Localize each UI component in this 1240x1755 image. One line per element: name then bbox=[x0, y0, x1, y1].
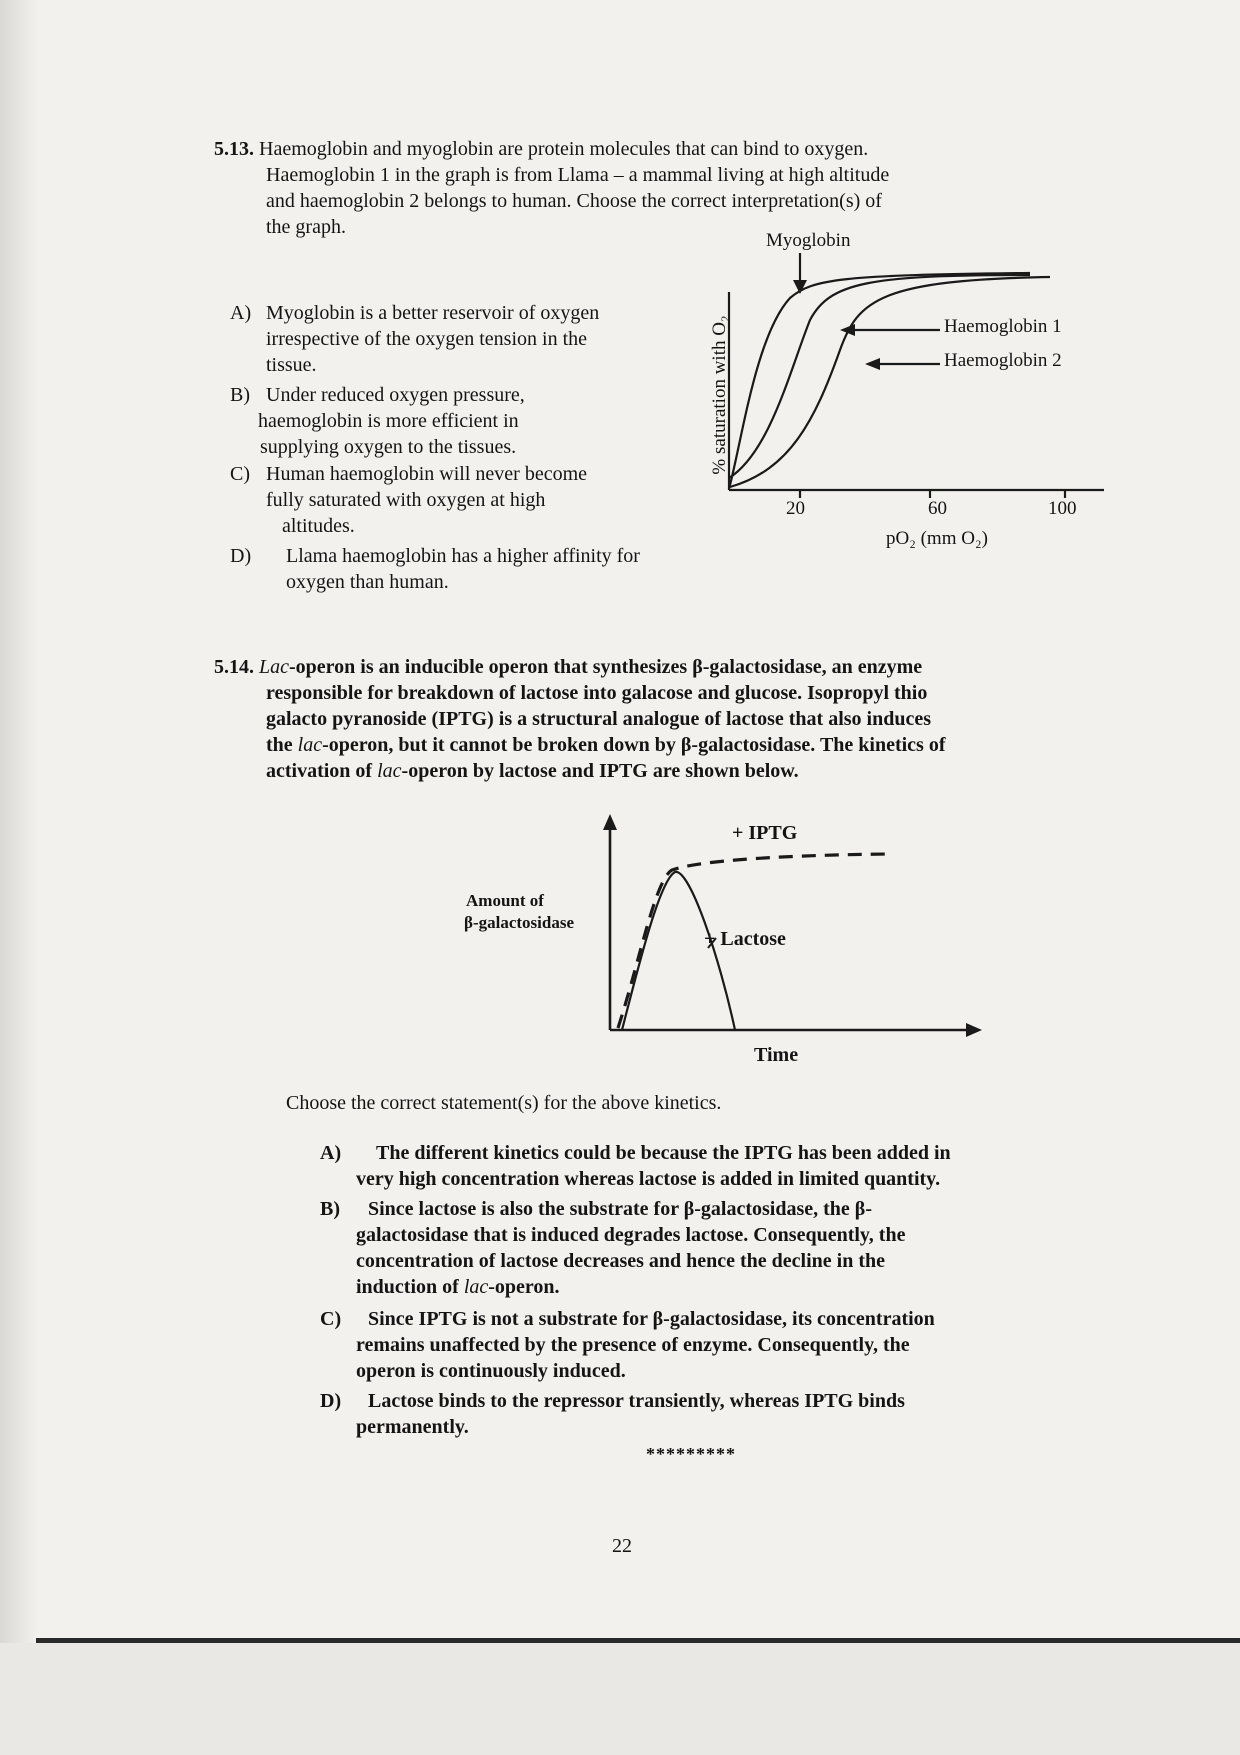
option-letter: B) bbox=[320, 1198, 340, 1220]
option-line: very high concentration whereas lactose is added in limited quantity. bbox=[356, 1168, 941, 1190]
italic-term: lac bbox=[463, 1276, 489, 1298]
myoglobin-curve bbox=[729, 273, 1030, 489]
stem-fragment: the bbox=[266, 734, 298, 756]
option-line: haemoglobin is more efficient in bbox=[258, 410, 519, 432]
x-tick-20: 20 bbox=[786, 498, 805, 519]
option-line: Since IPTG is not a substrate for β-galactosidase, its concentration bbox=[368, 1308, 935, 1330]
option-line: altitudes. bbox=[282, 515, 355, 537]
stem-line: the graph. bbox=[266, 216, 346, 238]
x-axis-arrowhead bbox=[966, 1023, 982, 1037]
option-letter: D) bbox=[230, 545, 252, 567]
section-end-stars: ********* bbox=[646, 1444, 736, 1464]
option-letter: C) bbox=[320, 1308, 342, 1330]
italic-term: lac bbox=[297, 734, 323, 756]
stem-line: Haemoglobin 1 in the graph is from Llama – a mammal living at high altitude bbox=[266, 164, 890, 186]
italic-term: Lac bbox=[259, 656, 289, 678]
option-line: The different kinetics could be because the IPTG has been added in bbox=[376, 1142, 951, 1164]
stem-line: and haemoglobin 2 belongs to human. Choose the correct interpretation(s) of bbox=[266, 190, 882, 212]
stem-line: responsible for breakdown of lactose into galacose and glucose. Isopropyl thio bbox=[266, 682, 928, 704]
option-line: Human haemoglobin will never become bbox=[266, 463, 588, 485]
option-fragment: induction of bbox=[356, 1276, 464, 1298]
option-line: Llama haemoglobin has a higher affinity for bbox=[286, 545, 640, 567]
option-line: irrespective of the oxygen tension in the bbox=[266, 328, 588, 350]
haemoglobin-2-curve bbox=[730, 277, 1050, 487]
question-5-14-stem bbox=[214, 654, 946, 784]
page-edge-shadow bbox=[0, 0, 38, 1755]
stem-line: -operon is an inducible operon that synthesizes β-galactosidase, an enzyme bbox=[289, 656, 923, 678]
option-line: concentration of lactose decreases and hence the decline in the bbox=[356, 1250, 885, 1272]
y-axis-arrowhead bbox=[603, 814, 617, 830]
option-letter: B) bbox=[230, 384, 250, 406]
option-line: operon is continuously induced. bbox=[356, 1360, 626, 1382]
stem-line: Haemoglobin and myoglobin are protein molecules that can bind to oxygen. bbox=[259, 138, 869, 160]
myoglobin-label: Myoglobin bbox=[766, 230, 851, 251]
page-number: 22 bbox=[612, 1535, 632, 1557]
stem-fragment: -operon, but it cannot be broken down by β-galactosidase. The kinetics of bbox=[322, 734, 946, 756]
stem-fragment: activation of bbox=[266, 760, 378, 782]
y-axis-label-kinetics bbox=[464, 890, 574, 934]
stem-fragment: -operon by lactose and IPTG are shown below. bbox=[401, 760, 799, 782]
haemoglobin-1-arrowhead bbox=[840, 324, 855, 336]
italic-term: lac bbox=[377, 760, 402, 782]
option-letter: A) bbox=[230, 302, 252, 324]
option-line: fully saturated with oxygen at high bbox=[266, 489, 546, 511]
haemoglobin-1-curve bbox=[729, 275, 1030, 478]
haemoglobin-2-label: Haemoglobin 2 bbox=[944, 350, 1062, 371]
option-line: tissue. bbox=[266, 354, 317, 376]
x-tick-60: 60 bbox=[928, 498, 947, 519]
haemoglobin-2-arrowhead bbox=[865, 358, 880, 370]
option-line: galactosidase that is induced degrades lactose. Consequently, the bbox=[356, 1224, 906, 1246]
option-fragment: -operon. bbox=[488, 1276, 560, 1298]
question-number: 5.14. bbox=[214, 656, 254, 678]
haemoglobin-1-label: Haemoglobin 1 bbox=[944, 316, 1062, 337]
option-letter: C) bbox=[230, 463, 250, 485]
iptg-label: + IPTG bbox=[732, 822, 798, 844]
option-line: remains unaffected by the presence of enzyme. Consequently, the bbox=[356, 1334, 910, 1356]
y-label-line: β-galactosidase bbox=[464, 913, 575, 932]
option-line: Lactose binds to the repressor transiently, whereas IPTG binds bbox=[368, 1390, 905, 1412]
stem-line: galacto pyranoside (IPTG) is a structural analogue of lactose that also induces bbox=[266, 708, 931, 730]
option-line: supplying oxygen to the tissues. bbox=[260, 436, 517, 458]
page-bottom-margin bbox=[0, 1643, 1240, 1755]
time-label: Time bbox=[754, 1044, 799, 1066]
option-letter: A) bbox=[320, 1142, 342, 1164]
lactose-label: + Lactose bbox=[704, 928, 786, 950]
question-number: 5.13. bbox=[214, 138, 254, 160]
y-label-line: Amount of bbox=[466, 891, 544, 910]
option-line: Since lactose is also the substrate for β-galactosidase, the β- bbox=[368, 1198, 872, 1220]
x-tick-100: 100 bbox=[1048, 498, 1077, 519]
question-5-14-prompt: Choose the correct statement(s) for the above kinetics. bbox=[286, 1092, 722, 1114]
question-5-13-stem bbox=[214, 136, 889, 240]
option-line: Under reduced oxygen pressure, bbox=[266, 384, 525, 406]
option-line: Myoglobin is a better reservoir of oxygen bbox=[266, 302, 600, 324]
option-line: oxygen than human. bbox=[286, 571, 449, 593]
option-line: permanently. bbox=[356, 1416, 469, 1438]
x-axis-label: pO₂ (mm O₂) bbox=[886, 528, 988, 549]
option-letter: D) bbox=[320, 1390, 342, 1412]
y-axis-label: % saturation with O₂ bbox=[709, 315, 730, 475]
myoglobin-arrowhead bbox=[793, 280, 807, 294]
